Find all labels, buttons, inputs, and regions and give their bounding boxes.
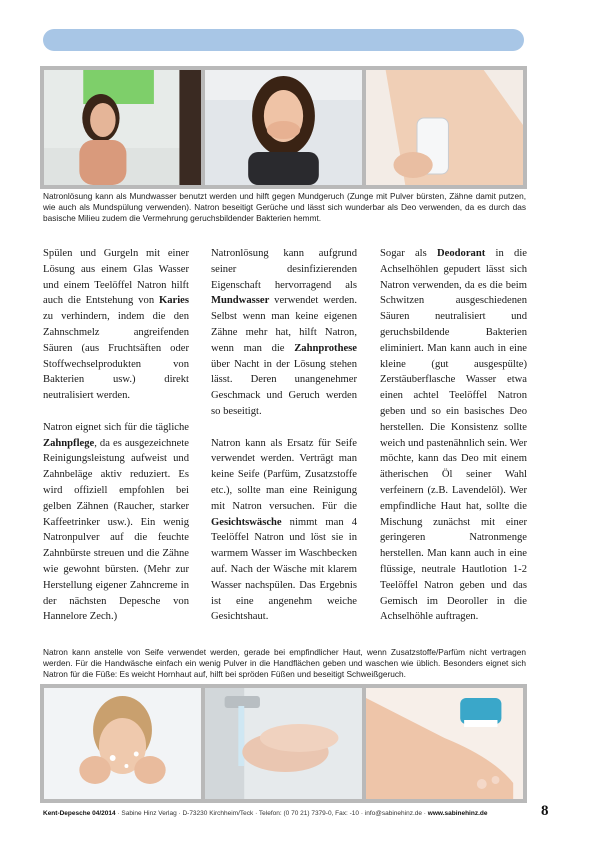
photo-woman-covering-mouth [205, 70, 362, 185]
keyword-zahnpflege: Zahnpflege [43, 437, 95, 449]
footer-details: · Sabine Hinz Verlag · D-73230 Kirchheim/Teck · Telefon: (0 70 21) 7379-0, Fax: -10 · info@sabinehinz.de · [115, 810, 428, 817]
text-column-1 [43, 246, 189, 641]
page-number: 8 [541, 803, 549, 819]
paragraph-deodorant: Sogar als Deodorant in die Achselhöhlen gepudert lässt sich Natron verwenden, da es die beim Schwitzen ausgeschiedenen Säuren neutralisiert und geruchsbildende Bakterien eliminiert. Man kann auch in eine kleine (gut ausgespülte) Zerstäuberflasche Wasser etwa einen achtel Teelöffel Natron geben und so ein basisches Deo herstellen. Die Konsistenz sollte weich und pastenähnlich sein. Wer möchte, kann das Deo mit einem ätherischen Öl seiner Wahl verfeinern (z.B. Lavendelöl). Wer empfindliche Haut hat, sollte die Mischung zunächst mit einer geringeren Natronmenge herstellen. Man kann auch in eine flüssige, neutrale Hautlotion 1-2 Teelöffel Natron geben und das Gemisch im Deoroller in die Achselhöhle auftragen. [380, 248, 527, 623]
footer-publication: Kent-Depesche 04/2014 [43, 810, 116, 817]
paragraph-karies: Spülen und Gurgeln mit einer Lösung aus einem Glas Wasser und einem Teelöffel Natron hilft auch die Entstehung von Karies zu verhindern, indem die den Zahnschmelz angreifenden Säuren (aus Fruchtsäften oder Stoffwechselprodukten von Bakterien usw.) direkt neutralisiert werden. [43, 248, 189, 402]
paragraph-gesichtswaesche: Natron kann als Ersatz für Seife verwendet werden. Verträgt man keine Seife (Parfüm, Zusatzstoffe etc.), sollte man eine Reinigung mit Natron versuchen. Für die Gesichtswäsche nimmt man 4 Teelöffel Natron und löst sie in warmem Wasser im Waschbecken auf. Nach der Wäsche mit klarem Wasser nachspülen. Das Ergebnis ist eine angenehm weiche Gesichtshaut. [211, 437, 357, 623]
bottom-photo-caption: Natron kann anstelle von Seife verwendet werden, gerade bei empfindlicher Haut, wenn Zusatzstoffe/Parfüm nicht vertragen werden. Für die Handwäsche einfach ein wenig Pulver in die Handflächen geben und waschen wie üblich. Besonders eignet sich Natron für die Füße: Es weicht Hornhaut auf, hilft bei spröden Füßen und beseitigt Schweißgeruch. [43, 647, 526, 679]
photo-woman-mirror [44, 70, 201, 185]
text-column-2 [211, 246, 357, 641]
keyword-gesichtswaesche: Gesichtswäsche [211, 516, 282, 528]
bottom-photo-strip [40, 684, 527, 803]
keyword-zahnprothese: Zahnprothese [294, 342, 357, 354]
footer-imprint [43, 810, 487, 817]
header-bar [43, 29, 524, 51]
keyword-karies: Karies [158, 295, 189, 307]
paragraph-mundwasser: Natronlösung kann aufgrund seiner desinfizierenden Eigenschaft hervorragend als Mundwasser verwendet werden. Selbst wenn man keine eigenen Zähne mehr hat, hilft Natron, wenn man die Zahnprothese über Nacht in der Lösung stehen lässt. Deren unangenehmer Geschmack und Geruch werden so beseitigt. [211, 248, 357, 417]
keyword-mundwasser: Mundwasser [211, 295, 270, 307]
photo-foot-scrub [366, 688, 523, 799]
top-photo-caption: Natronlösung kann als Mundwasser benutzt werden und hilft gegen Mundgeruch (Zunge mit Pulver bürsten, Zähne damit putzen, wie auch als Mundspülung verwenden). Natron beseitigt Gerüche und lässt sich wunderbar als Deo verwenden, da es durch das basische Milieu zudem die Vermehrung geruchsbildender Bakterien hemmt. [43, 191, 526, 223]
footer-website-link[interactable]: www.sabinehinz.de [427, 810, 488, 817]
top-photo-strip [40, 66, 527, 189]
text-column-3 [380, 246, 527, 641]
keyword-deodorant: Deodorant [437, 248, 486, 259]
photo-deodorant-underarm [366, 70, 523, 185]
photo-face-washing [44, 688, 201, 799]
photo-hand-washing [205, 688, 362, 799]
paragraph-zahnpflege: Natron eignet sich für die tägliche Zahnpflege, da es ausgezeichnete Reinigungsleistung aufweist und Zahnbeläge aktiv reduziert. Es wird offiziell empfohlen bei gelben Zähnen (Raucher, starker Kaffeetrinker usw.). Ein wenig Natronpulver auf die feuchte Zahnbürste streuen und die Zähne wie gewohnt bürsten. (Mehr zur Herstellung eigener Zahncreme in der nächsten Depesche von Hannelore Zech.) [43, 421, 189, 623]
